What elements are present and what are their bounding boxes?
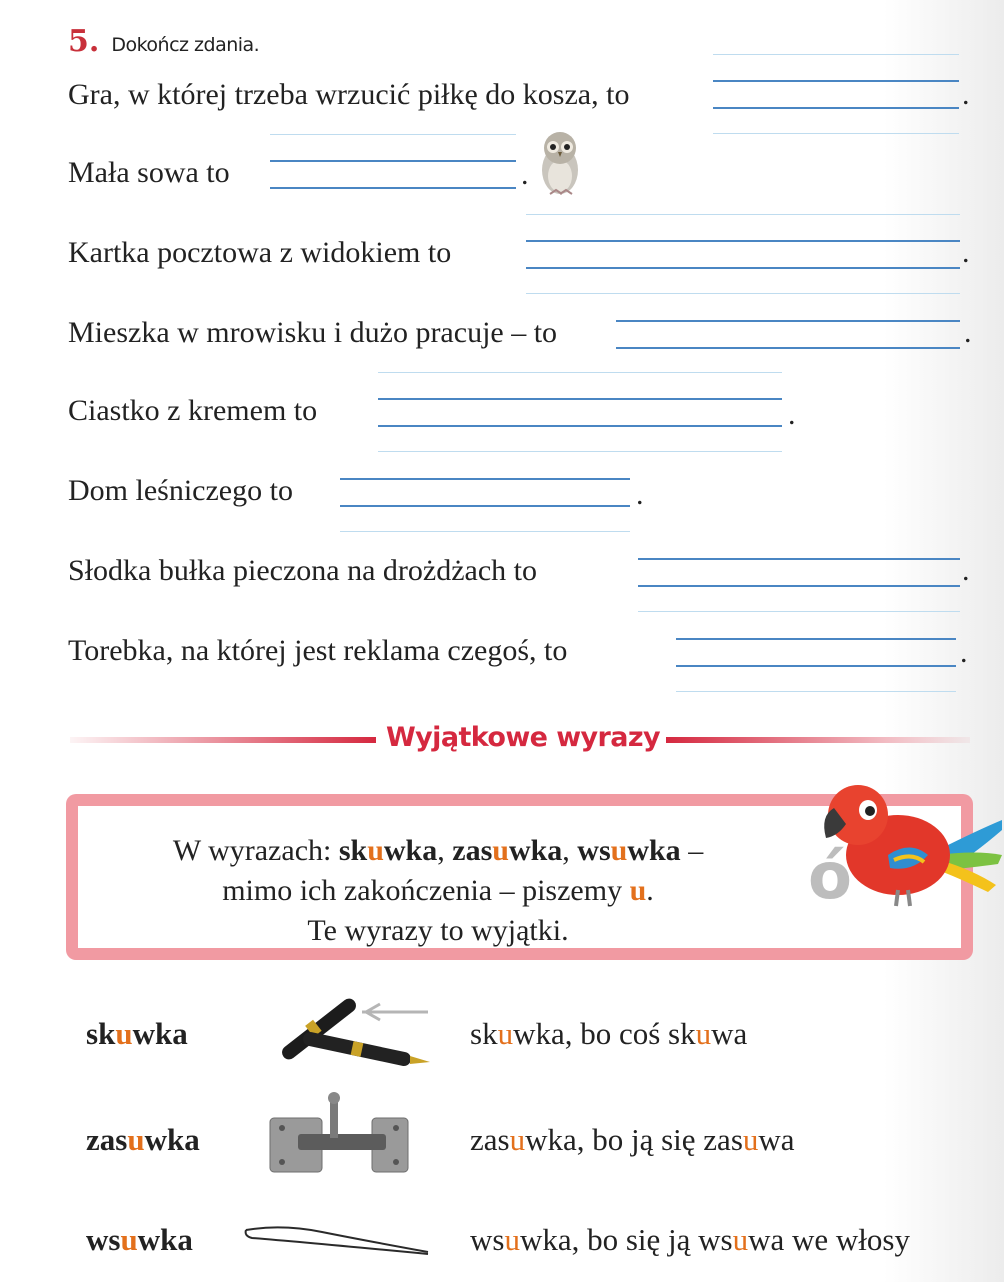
answer-field-1[interactable] <box>713 54 959 134</box>
sentence-4: Mieszka w mrowisku i dużo pracuje – to <box>68 316 558 349</box>
period-8: . <box>960 636 968 669</box>
sentence-6: Dom leśniczego to <box>68 474 293 507</box>
rule-line-2: mimo ich zakończenia – piszemy u. <box>222 874 654 907</box>
period-7: . <box>962 554 970 587</box>
example-word-3: wsuwka <box>86 1222 193 1257</box>
example-word-2: zasuwka <box>86 1122 200 1157</box>
answer-field-2[interactable] <box>270 134 516 214</box>
example-explanation-3: wsuwka, bo się ją wsuwa we włosy <box>470 1222 910 1257</box>
answer-field-5[interactable] <box>378 372 782 452</box>
sentence-5: Ciastko z kremem to <box>68 394 318 427</box>
answer-field-8[interactable] <box>676 612 956 692</box>
sentence-3: Kartka pocztowa z widokiem to <box>68 236 452 269</box>
hairpin-icon <box>242 1220 432 1260</box>
answer-field-7[interactable] <box>638 532 960 612</box>
answer-field-6[interactable] <box>340 452 630 532</box>
section-bar-right <box>666 737 970 743</box>
period-5: . <box>788 398 796 431</box>
sentence-8: Torebka, na której jest reklama czegoś, to <box>68 634 568 667</box>
exercise-header <box>68 24 259 59</box>
period-3: . <box>962 236 970 269</box>
section-title: Wyjątkowe wyrazy <box>386 722 660 753</box>
pen-icon <box>262 992 434 1074</box>
sentence-1: Gra, w której trzeba wrzucić piłkę do kosza, to <box>68 78 630 111</box>
period-4: . <box>964 316 972 349</box>
period-6: . <box>636 478 644 511</box>
latch-icon <box>268 1090 410 1176</box>
example-word-1: skuwka <box>86 1016 188 1051</box>
example-explanation-2: zasuwka, bo ją się zasuwa <box>470 1122 795 1157</box>
parrot-mascot-icon <box>798 760 1004 920</box>
section-bar-left <box>70 737 376 743</box>
sentence-7: Słodka bułka pieczona na drożdżach to <box>68 554 537 587</box>
answer-field-3[interactable] <box>526 214 960 294</box>
section-header <box>70 722 970 758</box>
rule-line-1: W wyrazach: skuwka, zasuwka, wsuwka – <box>172 834 704 867</box>
period-2: . <box>521 158 529 191</box>
rule-line-3: Te wyrazy to wyjątki. <box>307 914 569 947</box>
answer-field-4[interactable] <box>616 294 960 374</box>
sentence-2: Mała sowa to <box>68 156 230 189</box>
owl-icon <box>534 128 586 200</box>
letter-badge: ó <box>808 840 852 914</box>
exercise-instruction: Dokończ zdania. <box>111 34 260 56</box>
example-explanation-1: skuwka, bo coś skuwa <box>470 1016 748 1051</box>
period-1: . <box>962 78 970 111</box>
exercise-number: 5. <box>68 24 100 59</box>
